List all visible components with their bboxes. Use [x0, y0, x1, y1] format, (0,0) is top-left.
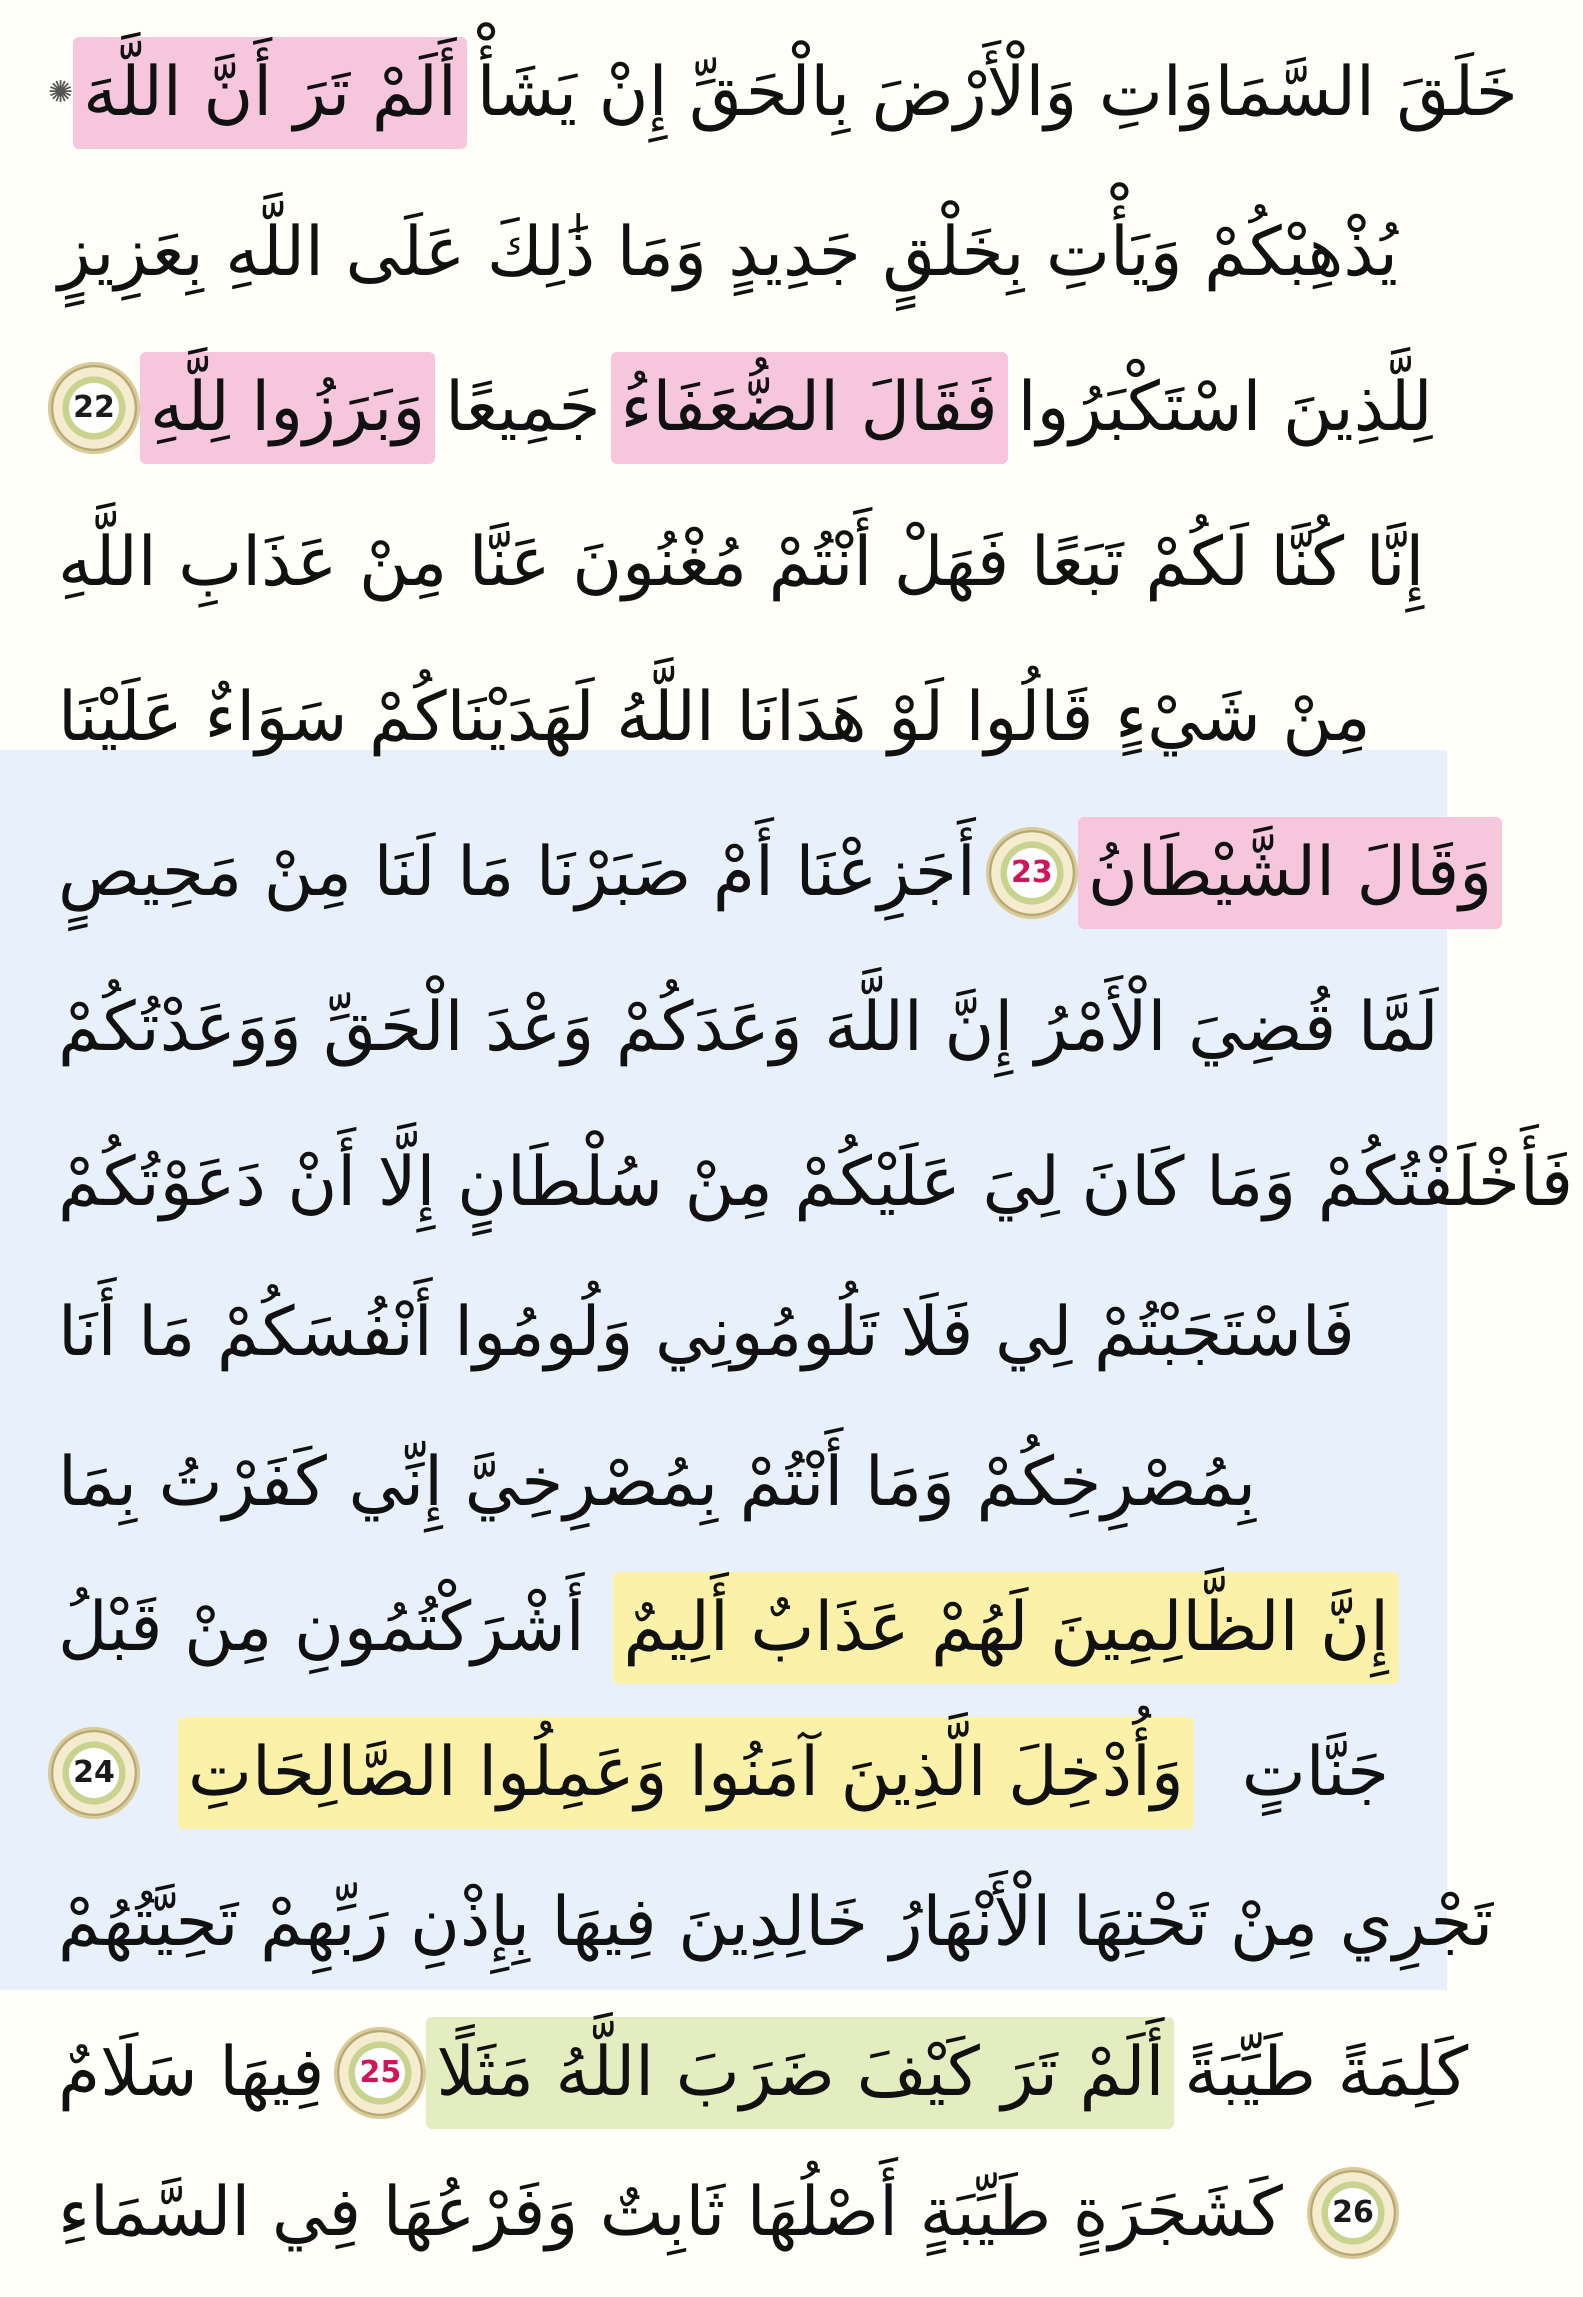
text-segment: فَاسْتَجَبْتُمْ لِي فَلَا تَلُومُونِي وَلُومُوا أَنْفُسَكُمْ مَا أَنَا [58, 1292, 1355, 1372]
text-segment: فَقَالَ الضُّعَفَاءُ [611, 352, 1008, 464]
text-line [48, 480, 1425, 645]
text-segment: أَشْرَكْتُمُونِ مِنْ قَبْلُ [58, 1587, 585, 1667]
text-segment: كَلِمَةً طَيِّبَةً [1184, 2032, 1469, 2112]
text-segment: مِنْ شَيْءٍ قَالُوا لَوْ هَدَانَا اللَّهُ لَهَدَيْنَاكُمْ سَوَاءٌ عَلَيْنَا [58, 677, 1371, 757]
text-segment: جَنَّاتٍ [1241, 1732, 1389, 1812]
text-segment: لَمَّا قُضِيَ الْأَمْرُ إِنَّ اللَّهَ وَعَدَكُمْ وَعْدَ الْحَقِّ وَوَعَدْتُكُمْ [58, 987, 1439, 1067]
text-line [48, 1840, 1494, 2005]
text-segment: أَجَزِعْنَا أَمْ صَبَرْنَا مَا لَنَا مِنْ مَحِيصٍ [58, 832, 976, 912]
text-line [48, 790, 1493, 955]
text-segment: يُذْهِبْكُمْ وَيَأْتِ بِخَلْقٍ جَدِيدٍ وَمَا ذَٰلِكَ عَلَى اللَّهِ بِعَزِيزٍ [58, 212, 1398, 292]
text-segment: كَشَجَرَةٍ طَيِّبَةٍ أَصْلُهَا ثَابِتٌ وَفَرْعُهَا فِي السَّمَاءِ [58, 2172, 1283, 2252]
text-segment: إِنَّ الظَّالِمِينَ لَهُمْ عَذَابٌ أَلِيمٌ [613, 1572, 1399, 1684]
verse-number-marker: 24 [48, 1727, 140, 1819]
text-segment: تَجْرِي مِنْ تَحْتِهَا الْأَنْهَارُ خَالِدِينَ فِيهَا بِإِذْنِ رَبِّهِمْ تَحِيَّتُهُمْ [58, 1882, 1494, 1962]
verse-number-marker: 22 [48, 362, 140, 454]
text-segment: وَبَرَزُوا لِلَّهِ [140, 352, 435, 464]
text-segment: لِلَّذِينَ اسْتَكْبَرُوا [1017, 367, 1433, 447]
text-line [48, 1100, 1574, 1265]
text-segment: بِمُصْرِخِكُمْ وَمَا أَنْتُمْ بِمُصْرِخِيَّ إِنِّي كَفَرْتُ بِمَا [58, 1442, 1257, 1522]
text-segment: أَلَمْ تَرَ أَنَّ اللَّهَ [73, 37, 467, 149]
text-line [48, 1690, 1399, 1855]
text-segment: وَقَالَ الشَّيْطَانُ [1078, 817, 1502, 929]
verse-number-marker: 26 [1307, 2167, 1399, 2259]
text-line [48, 1250, 1399, 1415]
text-line [48, 170, 1399, 335]
text-line [48, 945, 1439, 1110]
text-line [48, 325, 1433, 490]
verse-number-marker: 23 [986, 827, 1078, 919]
text-segment: أَلَمْ تَرَ كَيْفَ ضَرَبَ اللَّهُ مَثَلًا [426, 2017, 1174, 2129]
star-icon: ✺ [48, 75, 74, 110]
text-line [48, 1400, 1399, 1565]
text-segment: فَأَخْلَفْتُكُمْ وَمَا كَانَ لِيَ عَلَيْكُمْ مِنْ سُلْطَانٍ إِلَّا أَنْ دَعَوْتُكُمْ [58, 1142, 1574, 1222]
text-segment: خَلَقَ السَّمَاوَاتِ وَالْأَرْضَ بِالْحَقِّ إِنْ يَشَأْ [476, 52, 1518, 132]
text-segment: جَمِيعًا [445, 367, 601, 447]
text-line [48, 10, 1518, 175]
text-segment: وَأُدْخِلَ الَّذِينَ آمَنُوا وَعَمِلُوا الصَّالِحَاتِ [178, 1717, 1194, 1829]
verse-number-marker: 25 [334, 2027, 426, 2119]
text-segment: إِنَّا كُنَّا لَكُمْ تَبَعًا فَهَلْ أَنْتُمْ مُغْنُونَ عَنَّا مِنْ عَذَابِ اللَّهِ [58, 522, 1425, 602]
text-line [48, 2130, 1399, 2295]
text-segment: فِيهَا سَلَامٌ [58, 2032, 325, 2112]
text-line [48, 1545, 1399, 1710]
text-line [48, 635, 1399, 800]
